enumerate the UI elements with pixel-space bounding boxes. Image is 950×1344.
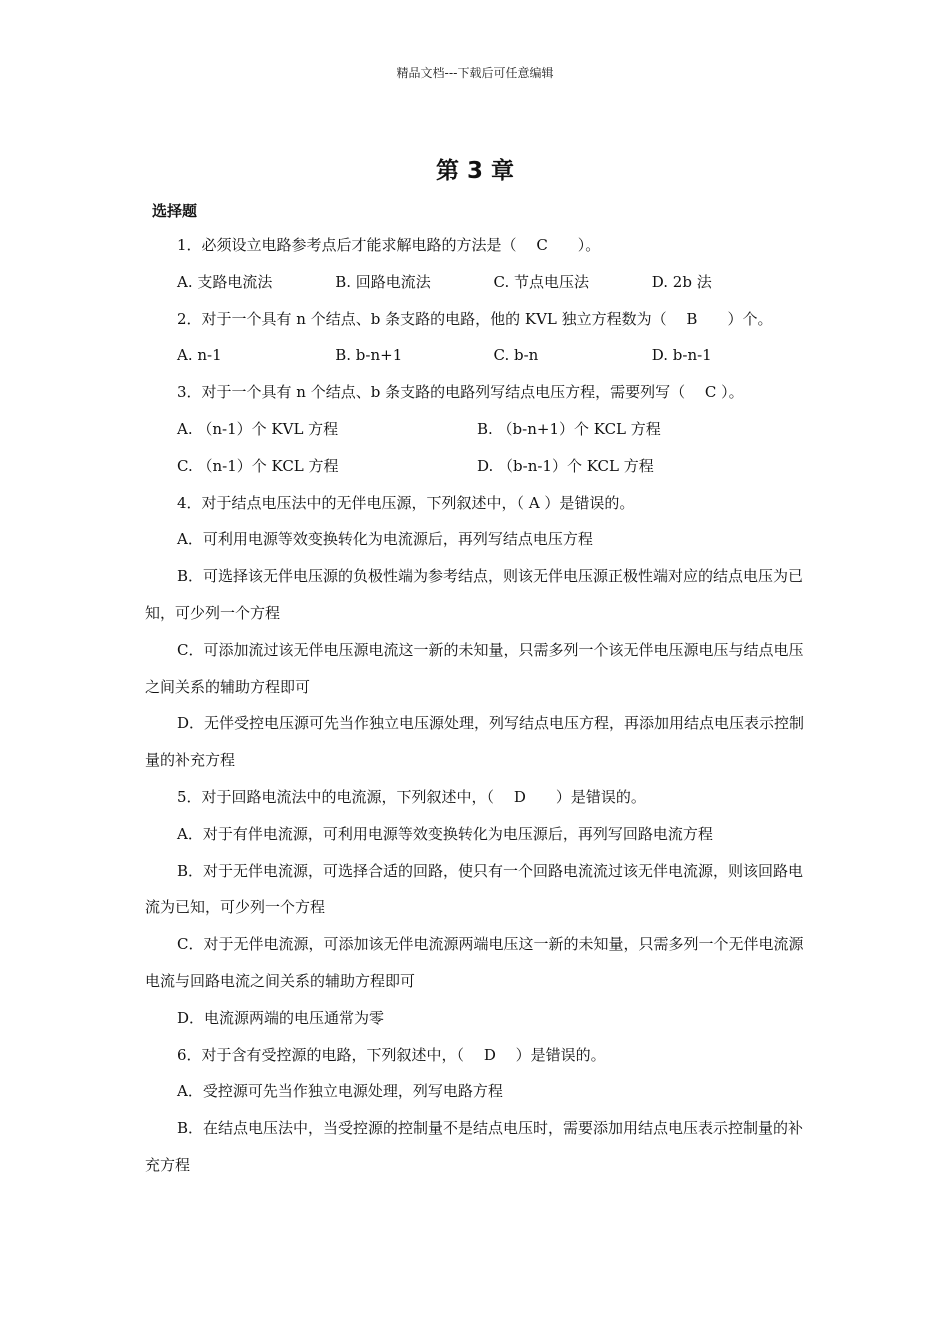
question-5-option-a: A．对于有伴电流源，可利用电源等效变换转化为电压源后，再列写回路电流方程 <box>177 824 713 843</box>
question-list <box>145 227 810 1184</box>
question-3-options-row-1 <box>145 411 810 448</box>
question-5-option-c: C．对于无伴电流源，可添加该无伴电流源两端电压这一新的未知量，只需多列一个无伴电流源电流与回路电流之间关系的辅助方程即可 <box>145 935 804 990</box>
question-4-stem: 4．对于结点电压法中的无伴电压源，下列叙述中，（ A ）是错误的。 <box>177 493 635 512</box>
option-d: D. b-n-1 <box>651 346 712 365</box>
question-4-option-b: B．可选择该无伴电压源的负极性端为参考结点，则该无伴电压源正极性端对应的结点电压为已知，可少列一个方程 <box>145 567 804 622</box>
question-5-option-d: D．电流源两端的电压通常为零 <box>177 1008 385 1027</box>
option-c: C. b-n <box>493 346 539 365</box>
page-header: 精品文档---下载后可任意编辑 <box>396 66 554 80</box>
option-b: B. b-n+1 <box>335 346 403 365</box>
question-6-option-b: B．在结点电压法中，当受控源的控制量不是结点电压时，需要添加用结点电压表示控制量的补充方程 <box>145 1119 804 1174</box>
option-c: C. 节点电压法 <box>493 272 589 291</box>
option-a: A. 支路电流法 <box>177 272 273 291</box>
question-4-option-c: C．可添加流过该无伴电压源电流这一新的未知量，只需多列一个该无伴电压源电压与结点电压之间关系的辅助方程即可 <box>145 640 804 696</box>
question-1-stem: 1．必须设立电路参考点后才能求解电路的方法是（ C ）。 <box>177 236 601 254</box>
option-a: A. n-1 <box>177 346 222 365</box>
option-d: D. （b-n-1）个 KCL 方程 <box>477 456 654 475</box>
option-b: B. （b-n+1）个 KCL 方程 <box>477 419 661 438</box>
question-5-option-b: B．对于无伴电流源，可选择合适的回路，使只有一个回路电流流过该无伴电流源，则该回路电流为已知，可少列一个方程 <box>145 861 804 917</box>
section-title: 选择题 <box>152 202 198 220</box>
question-3-options-row-2 <box>145 448 810 485</box>
question-2-options <box>145 337 810 374</box>
question-6-stem: 6．对于含有受控源的电路，下列叙述中，（ D ）是错误的。 <box>177 1045 606 1064</box>
question-5-stem: 5．对于回路电流法中的电流源，下列叙述中，（ D ）是错误的。 <box>177 787 646 806</box>
option-a: A. （n-1）个 KVL 方程 <box>177 419 339 438</box>
question-6-option-a: A．受控源可先当作独立电源处理，列写电路方程 <box>177 1082 503 1101</box>
question-3-stem: 3．对于一个具有 n 个结点、b 条支路的电路列写结点电压方程，需要列写（ C ）。 <box>177 383 744 402</box>
question-4-option-a: A．可利用电源等效变换转化为电流源后，再列写结点电压方程 <box>177 530 593 549</box>
question-1-options <box>145 264 810 301</box>
question-2-stem: 2．对于一个具有 n 个结点、b 条支路的电路，他的 KVL 独立方程数为（ B ）个。 <box>177 309 773 328</box>
question-4-option-d: D．无伴受控电压源可先当作独立电压源处理，列写结点电压方程，再添加用结点电压表示控制量的补充方程 <box>145 714 805 770</box>
chapter-title: 第 3 章 <box>435 158 515 184</box>
option-b: B. 回路电流法 <box>335 272 431 291</box>
option-d: D. 2b 法 <box>651 272 712 291</box>
option-c: C. （n-1）个 KCL 方程 <box>177 456 339 475</box>
